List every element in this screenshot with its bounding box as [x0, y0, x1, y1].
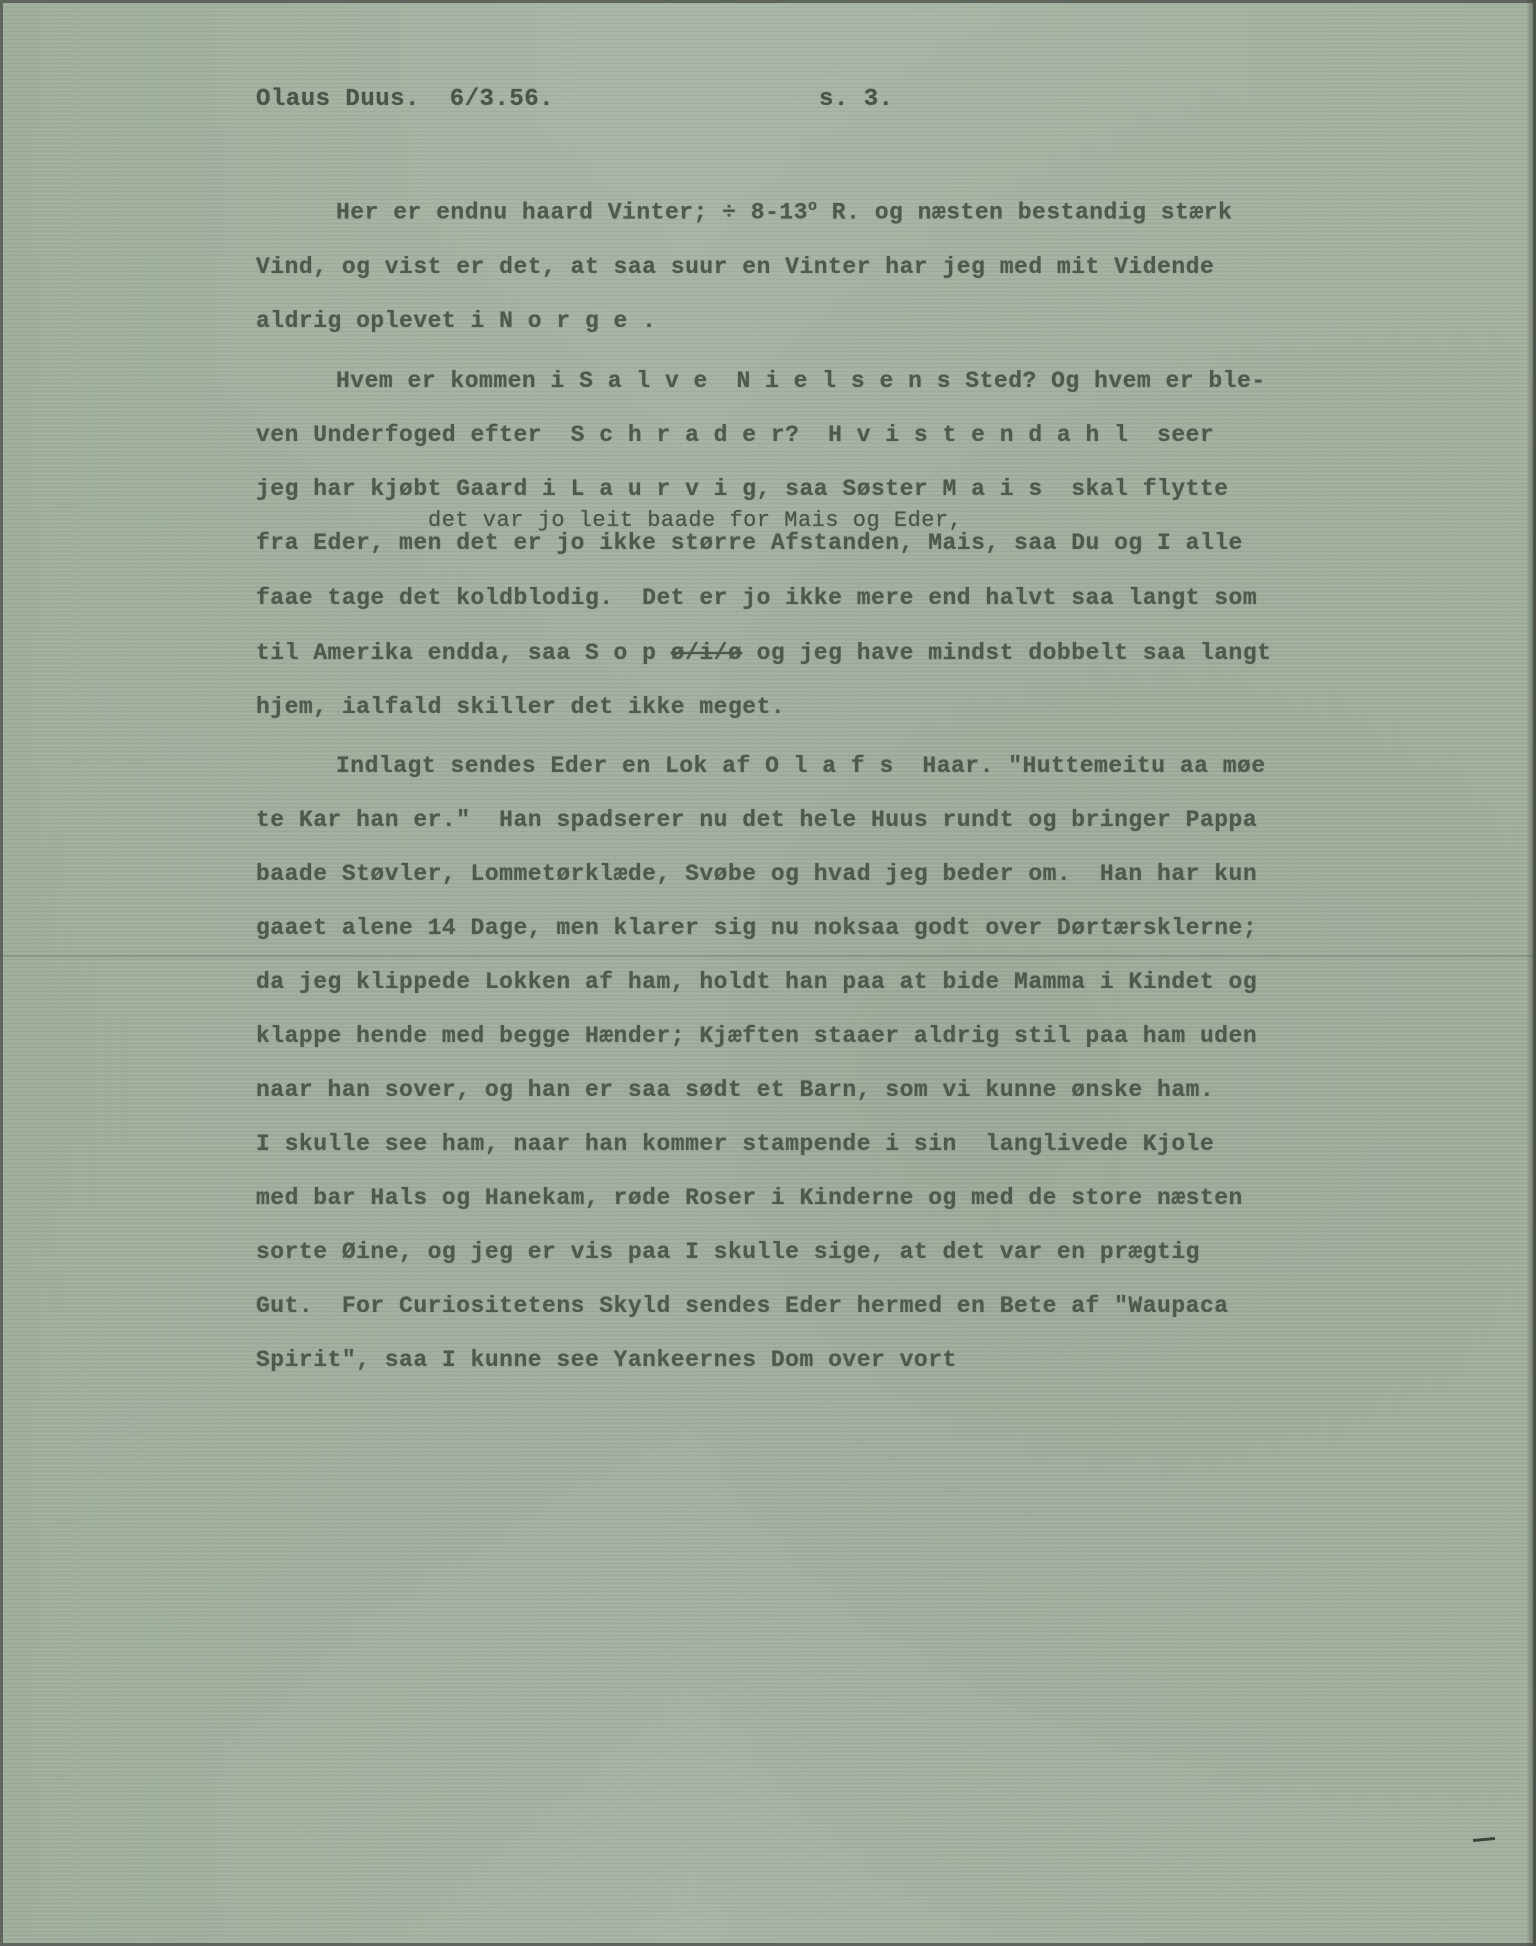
letter-line: fra Eder, men det er jo ikke større Afstanden, Mais, saa Du og I alle	[256, 530, 1243, 556]
header-author-date: Olaus Duus. 6/3.56.	[256, 86, 555, 113]
letter-line: Hvem er kommen i S a l v e N i e l s e n s Sted? Og hvem er ble-	[336, 368, 1266, 394]
letter-line: hjem, ialfald skiller det ikke meget.	[256, 694, 786, 720]
letter-line-text: og jeg have mindst dobbelt saa langt	[742, 640, 1272, 666]
letter-line: faae tage det koldblodig. Det er jo ikke mere end halvt saa langt som	[256, 585, 1258, 611]
struck-text: ø/i/ø	[670, 640, 743, 666]
letter-line: med bar Hals og Hanekam, røde Roser i Kinderne og med de store næsten	[256, 1185, 1243, 1211]
letter-line: da jeg klippede Lokken af ham, holdt han paa at bide Mamma i Kindet og	[256, 969, 1258, 995]
letter-line: Spirit", saa I kunne see Yankeernes Dom over vort	[256, 1347, 957, 1373]
letter-line: ven Underfoged efter S c h r a d e r? H v i s t e n d a h l seer	[256, 422, 1215, 448]
letter-line-text: Her er endnu haard Vinter; ÷ 8-13	[336, 199, 808, 226]
letter-line: naar han sover, og han er saa sødt et Barn, som vi kunne ønske ham.	[256, 1077, 1215, 1103]
pencil-mark	[1473, 1837, 1495, 1842]
letter-line-text: til Amerika endda, saa S o p	[256, 640, 671, 666]
header-page-number: s. 3.	[819, 86, 894, 113]
paper-fold	[0, 955, 1536, 957]
letter-line: Indlagt sendes Eder en Lok af O l a f s Haar. "Huttemeitu aa møe	[336, 753, 1266, 779]
letter-line: te Kar han er." Han spadserer nu det hele Huus rundt og bringer Pappa	[256, 807, 1258, 833]
letter-line: klappe hende med begge Hænder; Kjæften staaer aldrig stil paa ham uden	[256, 1023, 1258, 1049]
letter-line: Gut. For Curiositetens Skyld sendes Eder hermed en Bete af "Waupaca	[256, 1293, 1229, 1319]
letter-line: gaaet alene 14 Dage, men klarer sig nu noksaa godt over Dørtærsklerne;	[256, 915, 1258, 941]
letter-line: baade Støvler, Lommetørklæde, Svøbe og hvad jeg beder om. Han har kun	[256, 861, 1258, 887]
letter-line: I skulle see ham, naar han kommer stampende i sin langlivede Kjole	[256, 1131, 1215, 1157]
handwritten-insertion: det var jo leit baade for Mais og Eder,	[428, 508, 963, 533]
degree-superscript: o	[807, 198, 818, 215]
letter-line	[336, 198, 1232, 226]
letter-line	[256, 640, 1271, 666]
letter-line-text: R. og næsten bestandig stærk	[817, 199, 1233, 226]
letter-line: Vind, og vist er det, at saa suur en Vinter har jeg med mit Vidende	[256, 254, 1215, 280]
letter-line: jeg har kjøbt Gaard i L a u r v i g, saa Søster M a i s skal flytte	[256, 476, 1229, 502]
letter-line: sorte Øine, og jeg er vis paa I skulle sige, at det var en prægtig	[256, 1239, 1200, 1265]
letter-line: aldrig oplevet i N o r g e .	[256, 308, 657, 334]
page-edge-shadow	[1526, 0, 1536, 1946]
